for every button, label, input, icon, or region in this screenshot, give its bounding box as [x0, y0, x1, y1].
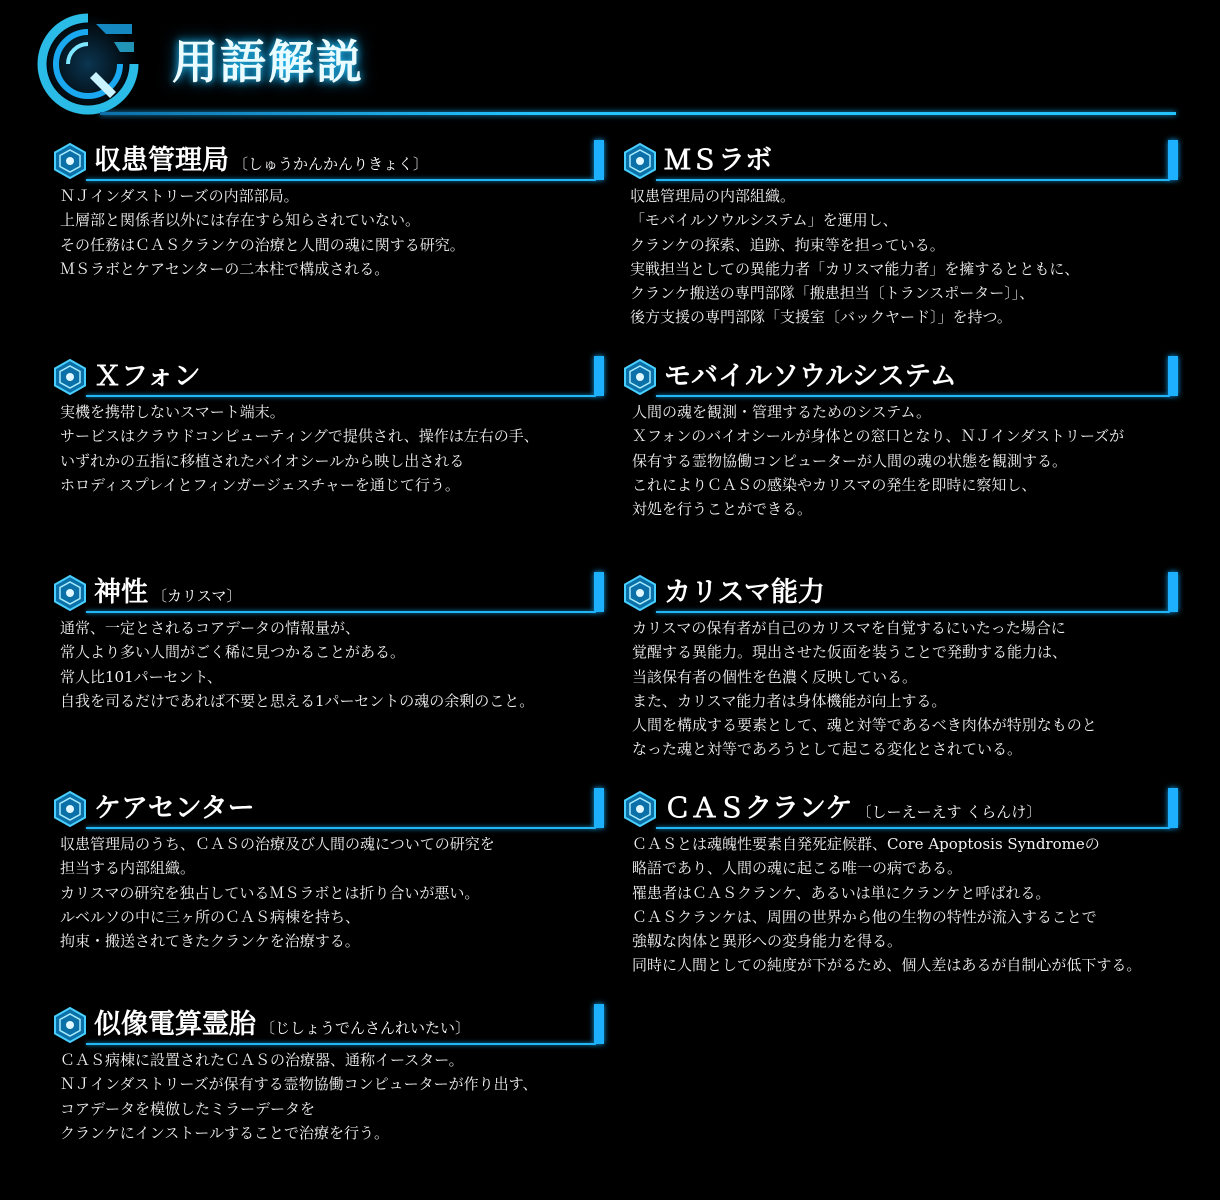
description-line: 収患管理局の内部組織。	[630, 187, 796, 205]
description-line: 上層部と関係者以外には存在すら知らされていない。	[60, 211, 421, 230]
hexagon-icon	[52, 791, 88, 827]
description-line: ＮＪインダストリーズが保有する霊物協働コンピューターが作り出す、	[60, 1075, 538, 1094]
description-line: いずれかの五指に移植されたバイオシールから映し出される	[60, 451, 465, 470]
entry-term: 似像電算霊胎	[94, 1009, 256, 1040]
entry-header	[50, 356, 606, 400]
entry-underline	[86, 179, 596, 181]
entry-reading: 〔じしょうでんさんれいたい〕	[260, 1019, 471, 1037]
entry-accent-bar	[1168, 356, 1178, 396]
description-line: 同時に人間としての純度が下がるため、個人差はあるが自制心が低下する。	[632, 956, 1142, 975]
circular-scanner-logo-icon	[36, 12, 140, 116]
description-line: なった魂と対等であろうとして起こる変化とされている。	[632, 740, 1023, 759]
glossary-entry	[620, 572, 1180, 762]
description-line: 略語であり、人間の魂に起こる唯一の病である。	[632, 859, 963, 878]
description-line: 担当する内部組織。	[60, 859, 196, 878]
page-title: 用語解説	[172, 35, 364, 89]
entry-term: ＣＡＳクランケ	[664, 793, 853, 824]
hexagon-icon	[52, 143, 88, 179]
entry-term: 収患管理局	[94, 145, 229, 176]
entry-description	[620, 400, 1180, 521]
entry-title	[94, 576, 241, 613]
hexagon-icon	[52, 1007, 88, 1043]
entry-header	[50, 1004, 606, 1048]
entry-description	[620, 616, 1180, 762]
entry-title	[664, 576, 829, 613]
entry-underline	[86, 827, 596, 829]
description-line: クランケにインストールすることで治療を行う。	[60, 1123, 389, 1142]
entry-title	[664, 792, 1041, 829]
entry-title	[94, 360, 205, 397]
glossary-entry	[50, 356, 606, 497]
entry-header	[620, 788, 1180, 832]
description-line: クランケ搬送の専門部隊「搬患担当〔トランスポーター〕」、	[630, 284, 1035, 303]
description-line: 罹患者はＣＡＳクランケ、あるいは単にクランケと呼ばれる。	[632, 883, 1051, 902]
description-line: ＣＡＳ病棟に設置されたＣＡＳの治療器、通称イースター。	[60, 1051, 464, 1069]
entry-accent-bar	[594, 1004, 604, 1044]
entry-reading: 〔カリスマ〕	[152, 587, 242, 605]
entry-title	[94, 144, 428, 181]
glossary-entry	[50, 1004, 606, 1145]
entry-accent-bar	[594, 572, 604, 612]
description-line: 強靱な肉体と異形への変身能力を得る。	[632, 932, 903, 951]
entry-header	[620, 356, 1180, 400]
glossary-entry	[50, 572, 606, 713]
glossary-entry	[50, 788, 606, 953]
description-line: 通常、一定とされるコアデータの情報量が、	[60, 619, 361, 637]
description-line: カリスマの保有者が自己のカリスマを自覚するにいたった場合に	[632, 619, 1066, 637]
entry-description	[620, 832, 1180, 978]
entry-term: ケアセンター	[94, 793, 255, 824]
entry-title	[94, 1008, 470, 1045]
description-line: 自我を司るだけであれば不要と思える1パーセントの魂の余剰のこと。	[60, 691, 535, 710]
description-line: 人間を構成する要素として、魂と対等であるべき肉体が特別なものと	[632, 716, 1097, 735]
entry-description	[50, 400, 606, 497]
description-line: 後方支援の専門部隊「支援室〔バックヤード〕」を持つ。	[630, 308, 1012, 327]
description-line: クランケの探索、追跡、拘束等を担っている。	[630, 235, 945, 254]
entry-accent-bar	[1168, 572, 1178, 612]
entry-accent-bar	[1168, 140, 1178, 180]
entry-reading: 〔しーえーえす くらんけ〕	[856, 803, 1042, 821]
page-header	[0, 0, 1220, 125]
header-divider	[100, 112, 1176, 115]
entry-term: ＭＳラボ	[664, 145, 772, 176]
entry-description	[50, 1048, 606, 1145]
entry-term: カリスマ能力	[664, 577, 825, 608]
entry-header	[50, 572, 606, 616]
hexagon-icon	[622, 143, 658, 179]
description-line: 覚醒する異能力。現出させた仮面を装うことで発動する能力は、	[632, 643, 1068, 662]
entry-header	[50, 140, 606, 184]
entry-accent-bar	[594, 788, 604, 828]
entry-title	[94, 792, 259, 829]
description-line: その任務はＣＡＳクランケの治療と人間の魂に関する研究。	[60, 235, 465, 254]
description-line: 収患管理局のうち、ＣＡＳの治療及び人間の魂についての研究を	[60, 835, 495, 853]
description-line: 保有する霊物協働コンピューターが人間の魂の状態を観測する。	[632, 451, 1068, 470]
entry-accent-bar	[594, 140, 604, 180]
entry-term: Ｘフォン	[94, 361, 201, 392]
description-line: 実機を携帯しないスマート端末。	[60, 403, 285, 421]
entry-underline	[656, 179, 1170, 181]
description-line: また、カリスマ能力者は身体機能が向上する。	[632, 691, 947, 710]
hexagon-icon	[622, 791, 658, 827]
entry-term: モバイルソウルシステム	[664, 361, 957, 392]
description-line: 「モバイルソウルシステム」を運用し、	[630, 211, 898, 230]
description-line: 対処を行うことができる。	[632, 500, 813, 519]
entry-term: 神性	[94, 577, 148, 608]
entry-underline	[656, 395, 1170, 397]
entry-header	[620, 572, 1180, 616]
glossary-entry	[620, 356, 1180, 521]
entry-underline	[656, 611, 1170, 613]
description-line: 実戦担当としての異能力者「カリスマ能力者」を擁するとともに、	[630, 259, 1080, 278]
description-line: ＮＪインダストリーズの内部部局。	[60, 187, 299, 205]
description-line: ルベルソの中に三ヶ所のＣＡＳ病棟を持ち、	[60, 907, 361, 926]
hexagon-icon	[52, 575, 88, 611]
entry-description	[620, 184, 1180, 330]
entry-underline	[86, 611, 596, 613]
description-line: ＭＳラボとケアセンターの二本柱で構成される。	[60, 259, 390, 278]
entry-accent-bar	[594, 356, 604, 396]
description-line: コアデータを模倣したミラーデータを	[60, 1099, 316, 1118]
hexagon-icon	[622, 575, 658, 611]
glossary-entry	[50, 140, 606, 281]
entry-underline	[86, 1043, 596, 1045]
entry-underline	[656, 827, 1170, 829]
entry-description	[50, 616, 606, 713]
entry-underline	[86, 395, 596, 397]
description-line: これによりＣＡＳの感染やカリスマの発生を即時に察知し、	[632, 475, 1037, 494]
entry-title	[664, 144, 776, 181]
description-line: サービスはクラウドコンピューティングで提供され、操作は左右の手、	[60, 427, 539, 446]
entry-reading: 〔しゅうかんかんりきょく〕	[233, 155, 429, 173]
entry-accent-bar	[1168, 788, 1178, 828]
entry-header	[50, 788, 606, 832]
description-line: ホロディスプレイとフィンガージェスチャーを通じて行う。	[60, 475, 460, 494]
entry-description	[50, 184, 606, 281]
description-line: 当該保有者の個性を色濃く反映している。	[632, 667, 918, 686]
description-line: カリスマの研究を独占しているＭＳラボとは折り合いが悪い。	[60, 883, 480, 902]
description-line: 拘束・搬送されてきたクランケを治療する。	[60, 932, 360, 951]
entry-description	[50, 832, 606, 953]
description-line: ＣＡＳクランケは、周囲の世界から他の生物の特性が流入することで	[632, 907, 1097, 926]
hexagon-icon	[52, 359, 88, 395]
entry-title	[664, 360, 961, 397]
description-line: ＣＡＳとは魂魄性要素自発死症候群、Core Apoptosis Syndromeの	[632, 835, 1100, 853]
glossary-entry	[620, 140, 1180, 330]
description-line: Ｘフォンのバイオシールが身体との窓口となり、ＮＪインダストリーズが	[632, 427, 1125, 446]
description-line: 常人より多い人間がごく稀に見つかることがある。	[60, 643, 406, 662]
description-line: 人間の魂を観測・管理するためのシステム。	[632, 403, 931, 421]
description-line: 常人比101パーセント、	[60, 667, 222, 686]
hexagon-icon	[622, 359, 658, 395]
entry-header	[620, 140, 1180, 184]
glossary-entry	[620, 788, 1180, 978]
